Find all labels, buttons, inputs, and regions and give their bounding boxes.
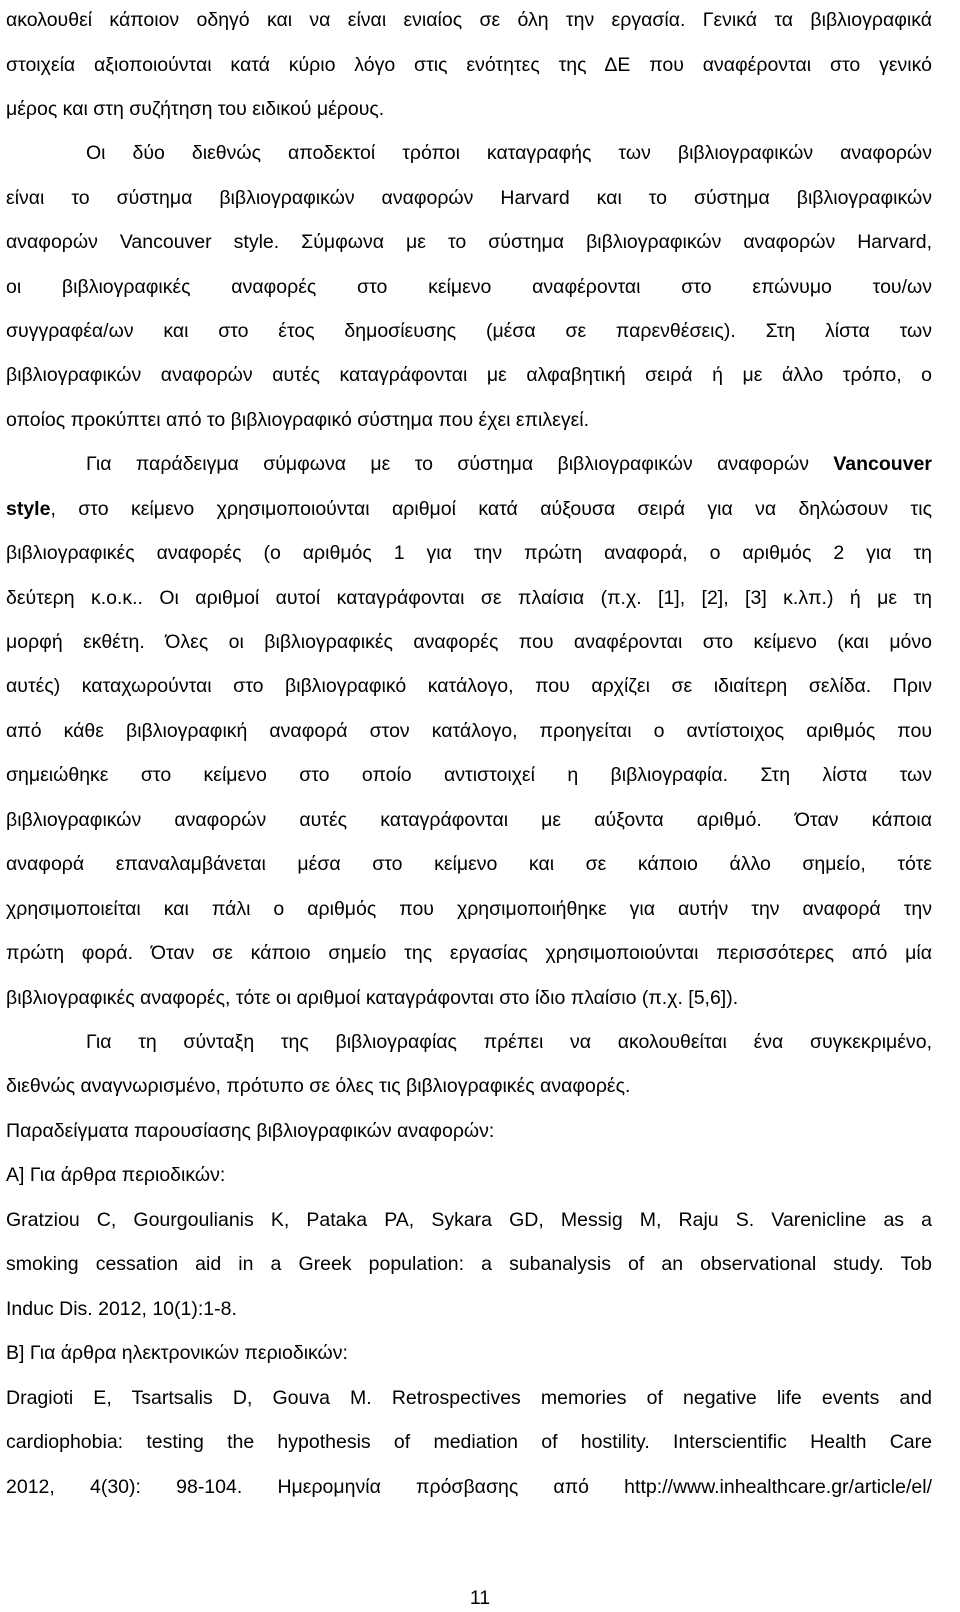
body-text-line: χρησιμοποιείται και πάλι ο αριθμός που χρησιμοποιήθηκε για αυτήν την αναφορά την — [6, 898, 932, 920]
body-text-line: είναι το σύστημα βιβλιογραφικών αναφορών Harvard και το σύστημα βιβλιογραφικών — [6, 187, 932, 209]
body-text-line: από κάθε βιβλιογραφική αναφορά στον κατάλογο, προηγείται ο αντίστοιχος αριθμός που — [6, 720, 932, 742]
body-text-line: βιβλιογραφικές αναφορές (ο αριθμός 1 για την πρώτη αναφορά, ο αριθμός 2 για τη — [6, 542, 932, 564]
reference-line: 2012, 4(30): 98-104. Ημερομηνία πρόσβασης από http://www.inhealthcare.gr/article/el/ — [6, 1476, 932, 1498]
body-text-line: μορφή εκθέτη. Όλες οι βιβλιογραφικές αναφορές που αναφέρονται στο κείμενο (και μόνο — [6, 631, 932, 653]
reference-line: cardiophobia: testing the hypothesis of mediation of hostility. Interscientific Health Care — [6, 1431, 932, 1453]
body-text-span: Για παράδειγμα σύμφωνα με το σύστημα βιβλιογραφικών αναφορών — [86, 453, 834, 475]
body-text-line: σημειώθηκε στο κείμενο στο οποίο αντιστοιχεί η βιβλιογραφία. Στη λίστα των — [6, 764, 932, 786]
body-text-line: διεθνώς αναγνωρισμένο, πρότυπο σε όλες τις βιβλιογραφικές αναφορές. — [6, 1075, 631, 1097]
body-text-line: Οι δύο διεθνώς αποδεκτοί τρόποι καταγραφής των βιβλιογραφικών αναφορών — [86, 142, 932, 164]
reference-line: Induc Dis. 2012, 10(1):1-8. — [6, 1298, 237, 1320]
body-text-line: βιβλιογραφικών αναφορών αυτές καταγράφονται με αλφαβητική σειρά ή με άλλο τρόπο, ο — [6, 364, 932, 386]
body-text-line: πρώτη φορά. Όταν σε κάποιο σημείο της εργασίας χρησιμοποιούνται περισσότερες από μία — [6, 942, 932, 964]
page-number: 11 — [469, 1587, 491, 1609]
body-text-line: οποίος προκύπτει από το βιβλιογραφικό σύστημα που έχει επιλεγεί. — [6, 409, 590, 431]
reference-line: Gratziou C, Gourgoulianis K, Pataka PA, Sykara GD, Messig M, Raju S. Varenicline as a — [6, 1209, 932, 1231]
reference-line: smoking cessation aid in a Greek population: a subanalysis of an observational study. Tob — [6, 1253, 932, 1275]
bold-term: Vancouver — [833, 453, 932, 475]
body-text-line: αναφορά επαναλαμβάνεται μέσα στο κείμενο και σε κάποιο άλλο σημείο, τότε — [6, 853, 932, 875]
examples-heading: Παραδείγματα παρουσίασης βιβλιογραφικών αναφορών: — [6, 1120, 495, 1142]
body-text-line: μέρος και στη συζήτηση του ειδικού μέρους. — [6, 98, 385, 120]
body-text-line: οι βιβλιογραφικές αναφορές στο κείμενο αναφέρονται στο επώνυμο του/ων — [6, 276, 932, 298]
body-text-line: δεύτερη κ.ο.κ.. Οι αριθμοί αυτοί καταγράφονται σε πλαίσια (π.χ. [1], [2], [3] κ.λπ.) ή με τη — [6, 587, 932, 609]
body-text-line: Για τη σύνταξη της βιβλιογραφίας πρέπει να ακολουθείται ένα συγκεκριμένο, — [86, 1031, 932, 1053]
body-text-line — [6, 494, 932, 524]
body-text-line — [86, 449, 932, 479]
body-text-line: αυτές) καταχωρούνται στο βιβλιογραφικό κατάλογο, που αρχίζει σε ιδιαίτερη σελίδα. Πριν — [6, 675, 932, 697]
example-b-heading: Β] Για άρθρα ηλεκτρονικών περιοδικών: — [6, 1342, 348, 1364]
body-text-line: ακολουθεί κάποιον οδηγό και να είναι ενιαίος σε όλη την εργασία. Γενικά τα βιβλιογραφικά — [6, 9, 932, 31]
body-text-line: βιβλιογραφικών αναφορών αυτές καταγράφονται με αύξοντα αριθμό. Όταν κάποια — [6, 809, 932, 831]
example-a-heading: Α] Για άρθρα περιοδικών: — [6, 1164, 226, 1186]
reference-line: Dragioti E, Tsartsalis D, Gouva M. Retrospectives memories of negative life events and — [6, 1387, 932, 1409]
body-text-line: συγγραφέα/ων και στο έτος δημοσίευσης (μέσα σε παρενθέσεις). Στη λίστα των — [6, 320, 932, 342]
bold-term: style — [6, 498, 51, 520]
body-text-line: αναφορών Vancouver style. Σύμφωνα με το σύστημα βιβλιογραφικών αναφορών Harvard, — [6, 231, 932, 253]
body-text-span: , στο κείμενο χρησιμοποιούνται αριθμοί κατά αύξουσα σειρά για να δηλώσουν τις — [50, 498, 932, 520]
body-text-line: στοιχεία αξιοποιούνται κατά κύριο λόγο στις ενότητες της ΔΕ που αναφέρονται στο γενικό — [6, 54, 932, 76]
body-text-line: βιβλιογραφικές αναφορές, τότε οι αριθμοί καταγράφονται στο ίδιο πλαίσιο (π.χ. [5,6]). — [6, 987, 739, 1009]
